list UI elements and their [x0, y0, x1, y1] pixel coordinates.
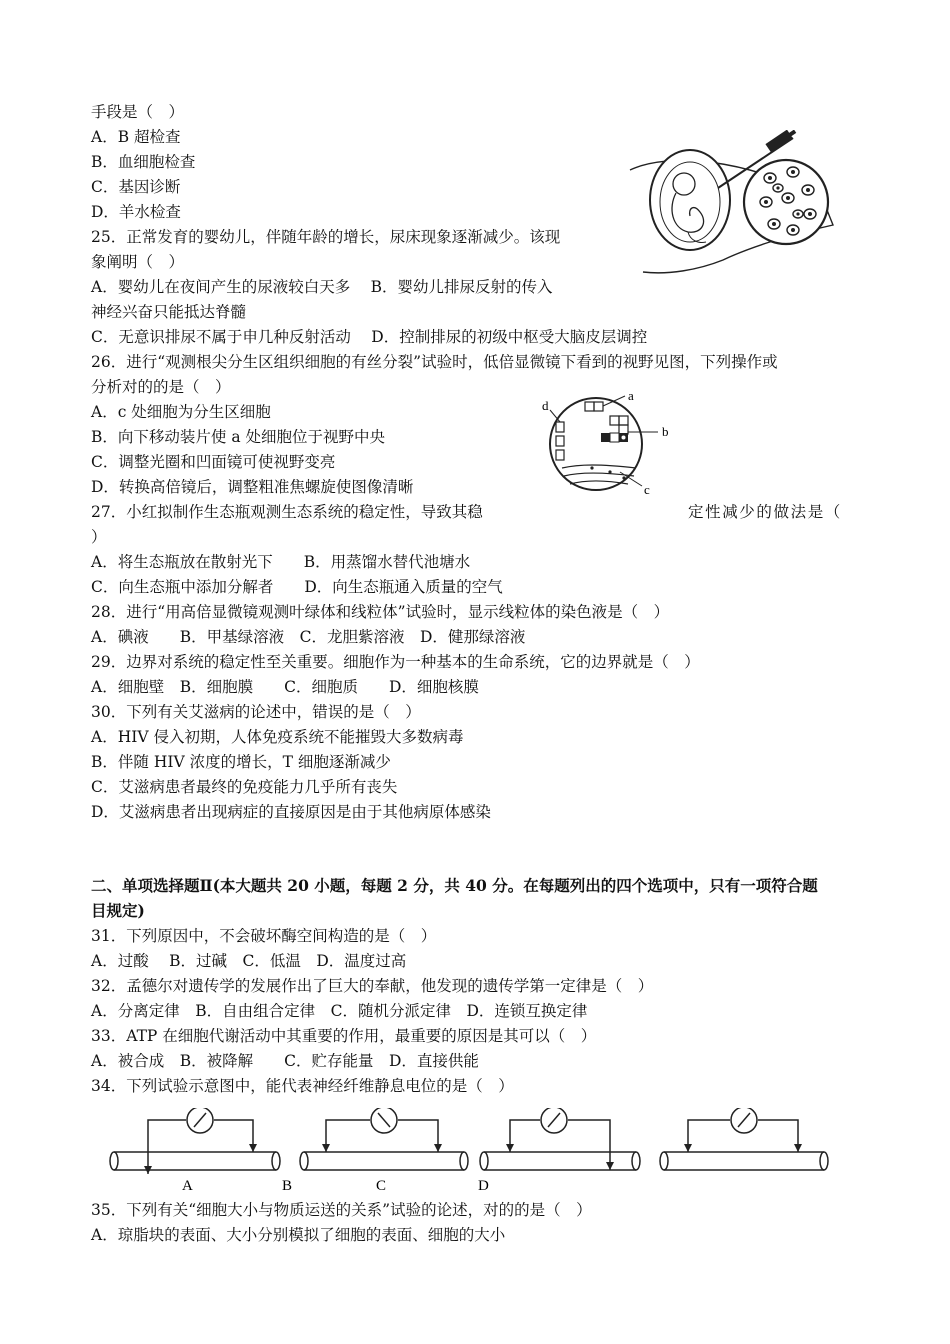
option-line: B．向下移动装片使 a 处细胞位于视野中央 — [91, 428, 385, 446]
question-34: 34．下列试验示意图中，能代表神经纤维静息电位的是（ ） — [91, 1077, 514, 1095]
label-D: D — [478, 1178, 489, 1192]
text-line: 分析对的的是（ ） — [91, 378, 231, 396]
question-30: 30．下列有关艾滋病的论述中，错误的是（ ） — [91, 703, 421, 721]
option-line: C．基因诊断 — [91, 178, 181, 196]
question-35: 35．下列有关“细胞大小与物质运送的关系”试验的论述，对的的是（ ） — [91, 1201, 592, 1219]
text-line: 象阐明（ ） — [91, 253, 185, 271]
option-line: A．琼脂块的表面、大小分别模拟了细胞的表面、细胞的大小 — [91, 1226, 506, 1244]
label-c: c — [644, 482, 650, 497]
option-line: B．伴随 HIV 浓度的增长，T 细胞逐渐减少 — [91, 753, 391, 771]
question-27-continued: 定性减少的做法是（ — [688, 503, 842, 521]
option-line: A．过酸 B．过碱 C．低温 D．温度过高 — [91, 952, 407, 970]
option-line: A．HIV 侵入初期，人体免疫系统不能摧毁大多数病毒 — [91, 728, 464, 746]
option-line: C．调整光圈和凹面镜可使视野变亮 — [91, 453, 336, 471]
option-line: A．婴幼儿在夜间产生的尿液较白天多 B．婴幼儿排尿反射的传入 — [91, 278, 553, 296]
option-line: A．B 超检查 — [91, 128, 181, 146]
text-line: ） — [91, 528, 107, 546]
option-line: D．艾滋病患者出现病症的直接原因是由于其他病原体感染 — [91, 803, 491, 821]
label-A: A — [182, 1178, 193, 1192]
section-heading-continued: 目规定) — [91, 901, 145, 920]
option-line: A．分离定律 B．自由组合定律 C．随机分派定律 D．连锁互换定律 — [91, 1002, 588, 1020]
question-32: 32．孟德尔对遗传学的发展作出了巨大的奉献，他发现的遗传学第一定律是（ ） — [91, 977, 654, 995]
text-line: 手段是（ ） — [91, 103, 185, 121]
text-line: 神经兴奋只能抵达脊髓 — [91, 303, 247, 321]
label-b: b — [662, 424, 669, 439]
option-line: A．细胞壁 B．细胞膜 C．细胞质 D．细胞核膜 — [91, 678, 479, 696]
question-27: 27．小红拟制作生态瓶观测生态系统的稳定性，导致其稳 — [91, 503, 483, 521]
section-heading: 二、单项选择题Ⅱ(本大题共 20 小题，每题 2 分，共 40 分。在每题列出的四个选项中，只有一项符合题 — [91, 876, 818, 895]
microscope-field-figure — [540, 388, 680, 498]
option-line: A．碘液 B．甲基绿溶液 C．龙胆紫溶液 D．健那绿溶液 — [91, 628, 526, 646]
label-d: d — [542, 398, 549, 413]
label-B: B — [282, 1178, 293, 1192]
question-28: 28．进行“用高倍显微镜观测叶绿体和线粒体”试验时，显示线粒体的染色液是（ ） — [91, 603, 670, 621]
option-line: C．无意识排尿不属于申几种反射活动 D．控制排尿的初级中枢受大脑皮层调控 — [91, 328, 648, 346]
option-line: A．被合成 B．被降解 C．贮存能量 D．直接供能 — [91, 1052, 479, 1070]
question-29: 29．边界对系统的稳定性至关重要。细胞作为一种基本的生命系统，它的边界就是（ ） — [91, 653, 700, 671]
option-line: B．血细胞检查 — [91, 153, 196, 171]
option-line: C．向生态瓶中添加分解者 D．向生态瓶通入质量的空气 — [91, 578, 503, 596]
option-line: D．转换高倍镜后，调整粗准焦螺旋使图像清晰 — [91, 478, 414, 496]
question-26: 26．进行“观测根尖分生区组织细胞的有丝分裂”试验时，低倍显微镜下看到的视野见图，下列操作或 — [91, 353, 778, 371]
question-25: 25．正常发育的婴幼儿，伴随年龄的增长，尿床现象逐渐减少。该现 — [91, 228, 561, 246]
label-C: C — [376, 1178, 387, 1192]
question-33: 33．ATP 在细胞代谢活动中其重要的作用，最重要的原因是其可以（ ） — [91, 1027, 597, 1045]
nerve-fiber-figure — [108, 1108, 836, 1192]
option-line: C．艾滋病患者最终的免疫能力几乎所有丧失 — [91, 778, 398, 796]
amniocentesis-figure — [628, 130, 838, 275]
option-line: A．c 处细胞为分生区细胞 — [91, 403, 271, 421]
option-line: D．羊水检查 — [91, 203, 181, 221]
label-a: a — [628, 388, 634, 403]
option-line: A．将生态瓶放在散射光下 B．用蒸馏水替代池塘水 — [91, 553, 471, 571]
question-31: 31．下列原因中，不会破坏酶空间构造的是（ ） — [91, 927, 437, 945]
